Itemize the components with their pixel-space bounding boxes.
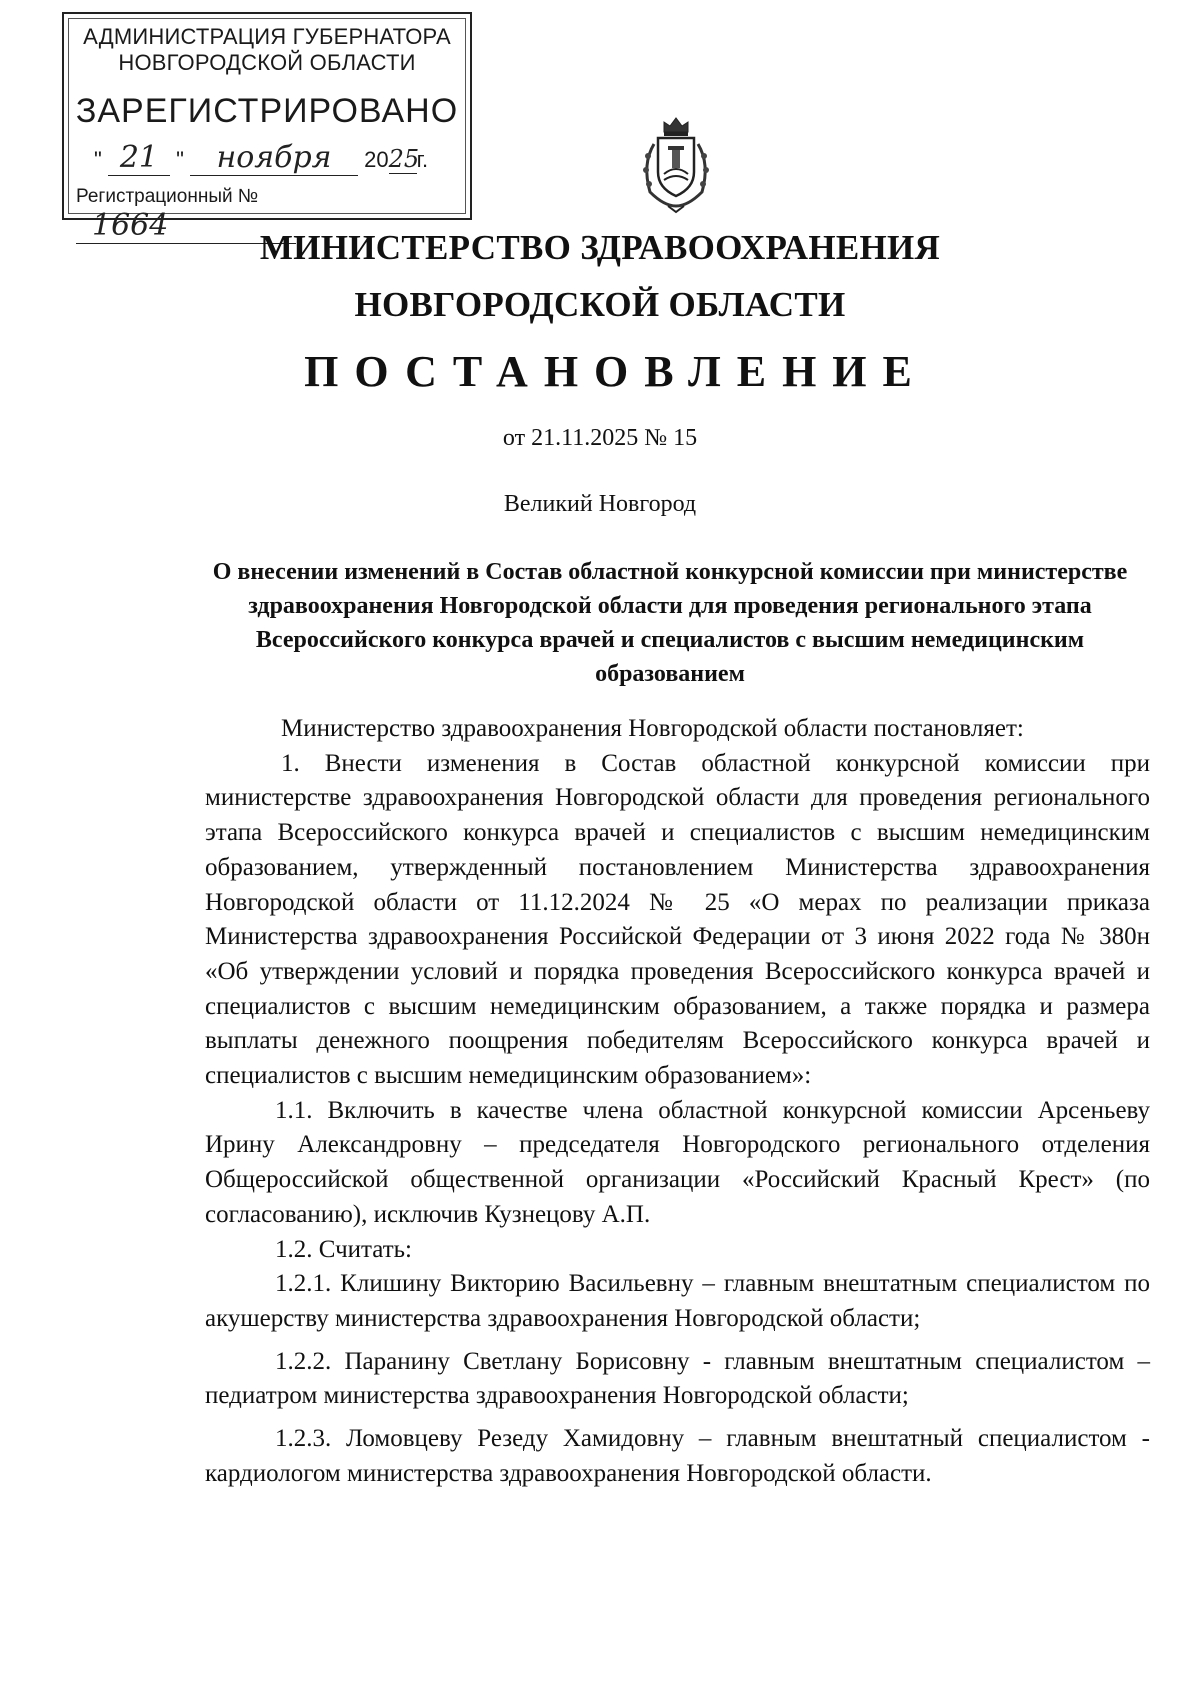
intro-paragraph: Министерство здравоохранения Новгородской области постановляет:	[281, 715, 1024, 742]
stamp-org-line-2: НОВГОРОДСКОЙ ОБЛАСТИ	[118, 50, 416, 75]
stamp-month: ноября	[190, 140, 358, 176]
stamp-organization	[64, 24, 470, 76]
document-date-number: от 21.11.2025 № 15	[502, 425, 698, 451]
stamp-day: 21	[108, 140, 170, 176]
paragraph-1-2-1: 1.2.1. Клишину Викторию Васильевну – главным внештатным специалистом по акушерству министерства здравоохранения Новгородской области;	[205, 1270, 1150, 1332]
document-city: Великий Новгород	[503, 491, 697, 517]
stamp-org-line-1: АДМИНИСТРАЦИЯ ГУБЕРНАТОРА	[83, 24, 451, 49]
stamp-year-suffix: 25	[388, 145, 420, 173]
stamp-year-prefix: 20	[364, 147, 389, 172]
document-type: ПОСТАНОВЛЕНИЕ	[304, 347, 928, 396]
registration-stamp	[62, 12, 472, 243]
ministry-name-line-2: НОВГОРОДСКОЙ ОБЛАСТИ	[354, 285, 846, 324]
stamp-title: ЗАРЕГИСТРИРОВАНО	[75, 92, 459, 130]
ministry-name-line-1: МИНИСТЕРСТВО ЗДРАВООХРАНЕНИЯ	[259, 228, 941, 267]
document-subject: О внесении изменений в Состав областной конкурсной комиссии при министерстве здравоохранения Новгородской области для проведения регионального этапа Всероссийского конкурса врачей и специалистов с высшим немедицинским образованием	[212, 559, 1128, 687]
coat-of-arms-icon	[634, 114, 718, 214]
paragraph-1: 1. Внести изменения в Состав областной конкурсной комиссии при министерстве здравоохранения Новгородской области для проведения регионального этапа Всероссийского конкурса врачей и специалистов с высшим немедицинским образованием, утвержденный постановлением Министерства здравоохранения Новгородской области от 11.12.2024 № 25 «О мерах по реализации приказа Министерства здравоохранения Российской Федерации от 3 июня 2022 года № 380н «Об утверждении условий и порядка проведения Всероссийского конкурса врачей и специалистов с высшим немедицинским образованием, а также порядка и размера выплаты денежного поощрения победителям Всероссийского конкурса врачей и специалистов с высшим немедицинским образованием»:	[205, 749, 1150, 1090]
quote-mark: "	[94, 147, 102, 172]
paragraph-1-2-2: 1.2.2. Паранину Светлану Борисовну - главным внештатным специалистом – педиатром министерства здравоохранения Новгородской области;	[205, 1347, 1150, 1410]
paragraph-1-2-3: 1.2.3. Ломовцеву Резеду Хамидовну – главным внештатный специалистом - кардиологом министерства здравоохранения Новгородской области.	[205, 1425, 1150, 1487]
stamp-reg-label: Регистрационный №	[76, 186, 259, 207]
paragraph-1-2: 1.2. Считать:	[275, 1235, 412, 1263]
stamp-date	[94, 140, 464, 180]
stamp-reg-number: 1664	[76, 208, 296, 244]
paragraph-1-1: 1.1. Включить в качестве члена областной конкурсной комиссии Арсеньеву Ирину Александровну – председателя Новгородского регионального отделения Общероссийской общественной организации «Российский Красный Крест» (по согласованию), исключив Кузнецову А.П.	[205, 1096, 1150, 1228]
quote-mark: "	[176, 147, 184, 172]
stamp-year-unit: г.	[416, 147, 429, 172]
document-body	[205, 712, 1150, 1491]
